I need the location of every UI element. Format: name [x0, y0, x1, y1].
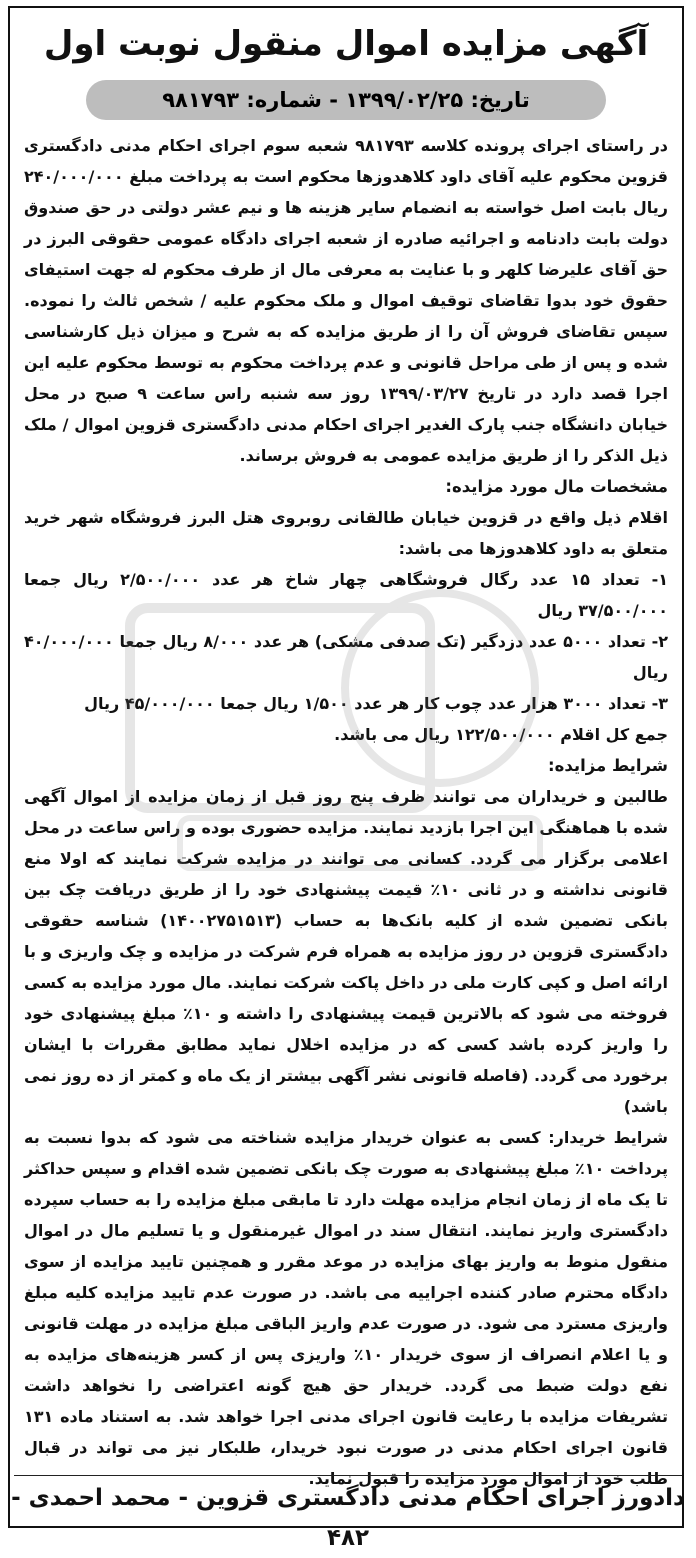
item-3: ۳- تعداد ۳۰۰۰ هزار عدد چوب کار هر عدد ۱/۵۰۰ ریال جمعا ۴۵/۰۰۰/۰۰۰ ریال: [84, 694, 668, 713]
buyer-heading: شرایط خریدار:: [548, 1128, 668, 1147]
item-2: ۲- تعداد ۵۰۰۰ عدد دزدگیر (تک صدفی مشکی) هر عدد ۸/۰۰۰ ریال جمعا ۴۰/۰۰۰/۰۰۰ ریال: [24, 632, 669, 682]
items-total: جمع کل اقلام ۱۲۲/۵۰۰/۰۰۰ ریال می باشد.: [334, 725, 668, 744]
conditions-heading: شرایط مزایده:: [548, 756, 668, 775]
notice-frame: [8, 6, 684, 1528]
footer-signature: دادورز اجرای احکام مدنی دادگستری قزوین - محمد احمدی - ۴۸۲: [11, 1485, 685, 1551]
notice-body: [10, 130, 682, 1494]
intro-paragraph: در راستای اجرای پرونده کلاسه ۹۸۱۷۹۳ شعبه سوم اجرای احکام مدنی دادگستری قزوین محکوم علیه آقای داود کلاهدوزها محکوم است به پرداخت مبلغ ۲۴۰/۰۰۰/۰۰۰ ریال بابت اصل خواسته به انضمام سایر هزینه ها و نیم عشر دولتی در حق صندوق دولت بابت دادنامه و اجرائیه صادره از شعبه اجرای دادگاه عمومی حقوقی البرز در حق آقای علیرضا کلهر و با عنایت به معرفی مال از طرف محکوم له جهت استیفای حقوق خود بدوا تقاضای توقیف اموال و ملک محکوم علیه / شخص ثالث را نموده. سپس تقاضای فروش آن را از طریق مزایده که به شرح و میزان ذیل کارشناسی شده و پس از طی مراحل قانونی و عدم پرداخت محکوم به توسط محکوم علیه این اجرا قصد دارد در تاریخ ۱۳۹۹/۰۳/۲۷ روز سه شنبه راس ساعت ۹ صبح در محل خیابان دانشگاه جنب پارک الغدیر اجرای احکام مدنی دادگستری قزوین اموال / ملک ذیل الذکر را از طریق مزایده عمومی به فروش برساند.: [24, 136, 669, 465]
footer-divider: [14, 1475, 682, 1476]
specs-intro: اقلام ذیل واقع در قزوین خیابان طالقانی روبروی هتل البرز فروشگاه شهر خرید متعلق به داود کلاهدوزها می باشد:: [24, 508, 668, 558]
buyer-paragraph: [24, 1122, 668, 1494]
specs-heading: مشخصات مال مورد مزایده:: [445, 477, 668, 496]
conditions-paragraph: طالبین و خریداران می توانند ظرف پنج روز قبل از زمان مزایده از اموال آگهی شده با هماهنگی این اجرا بازدید نمایند. مزایده حضوری بوده و راس ساعت در محل اعلامی برگزار می گردد. کسانی می توانند در مزایده شرکت نمایند که اولا منع قانونی نداشته و در ثانی ۱۰٪ قیمت پیشنهادی خود را از طریق دریافت چک بین بانکی تضمین شده از کلیه بانک‌ها به حساب (۱۴۰۰۲۷۵۱۵۱۳) شناسه حقوقی دادگستری قزوین در روز مزایده به همراه فرم شرکت در مزایده و چک واریزی و با ارائه اصل و کپی کارت ملی در داخل پاکت شرکت نمایند. مال مورد مزایده به کسی فروخته می شود که بالاترین قیمت پیشنهادی را داشته و ۱۰٪ مبلغ پیشنهادی خود را واریز کرده باشد کسی که در مزایده اخلال نماید مطابق مقررات با ایشان برخورد می گردد. (فاصله قانونی نشر آگهی بیشتر از یک ماه و کمتر از ده روز نمی باشد): [24, 787, 669, 1116]
buyer-text: کسی به عنوان خریدار مزایده شناخته می شود که بدوا نسبت به پرداخت ۱۰٪ مبلغ پیشنهادی به صورت چک بانکی تضمین شده اقدام و سپس حداکثر تا یک ماه از زمان انجام مزایده مهلت دارد تا مابقی مبلغ مزایده را به حساب سپرده دادگستری واریز نمایند. انتقال سند در اموال غیرمنقول و یا تسلیم مال در اموال منقول منوط به واریز بهای مزایده در موعد مقرر و همچنین تایید مزایده از سوی دادگاه محترم صادر کننده اجراییه می باشد. در صورت عدم تایید مزایده کلیه مبلغ واریزی مسترد می شود. در صورت عدم واریز الباقی مبلغ مزایده در مهلت قانونی و یا اعلام انصراف از سوی خریدار ۱۰٪ واریزی پس از کسر هزینه‌های مزایده به نفع دولت ضبط می گردد. خریدار حق هیچ گونه اعتراضی را نخواهد داشت تشریفات مزایده با رعایت قانون اجرای مدنی اجرا خواهد شد. به استناد ماده ۱۳۱ قانون اجرای احکام مدنی در صورت نبود خریدار، طلبکار نیز می تواند در قبال طلب خود از اموال مورد مزایده را قبول نماید.: [24, 1128, 669, 1488]
date-number-banner: تاریخ: ۱۳۹۹/۰۲/۲۵ - شماره: ۹۸۱۷۹۳: [86, 80, 606, 120]
notice-title: آگهی مزایده اموال منقول نوبت اول: [43, 24, 649, 64]
item-1: ۱- تعداد ۱۵ عدد رگال فروشگاهی چهار شاخ هر عدد ۲/۵۰۰/۰۰۰ ریال جمعا ۳۷/۵۰۰/۰۰۰ ریال: [24, 570, 668, 620]
